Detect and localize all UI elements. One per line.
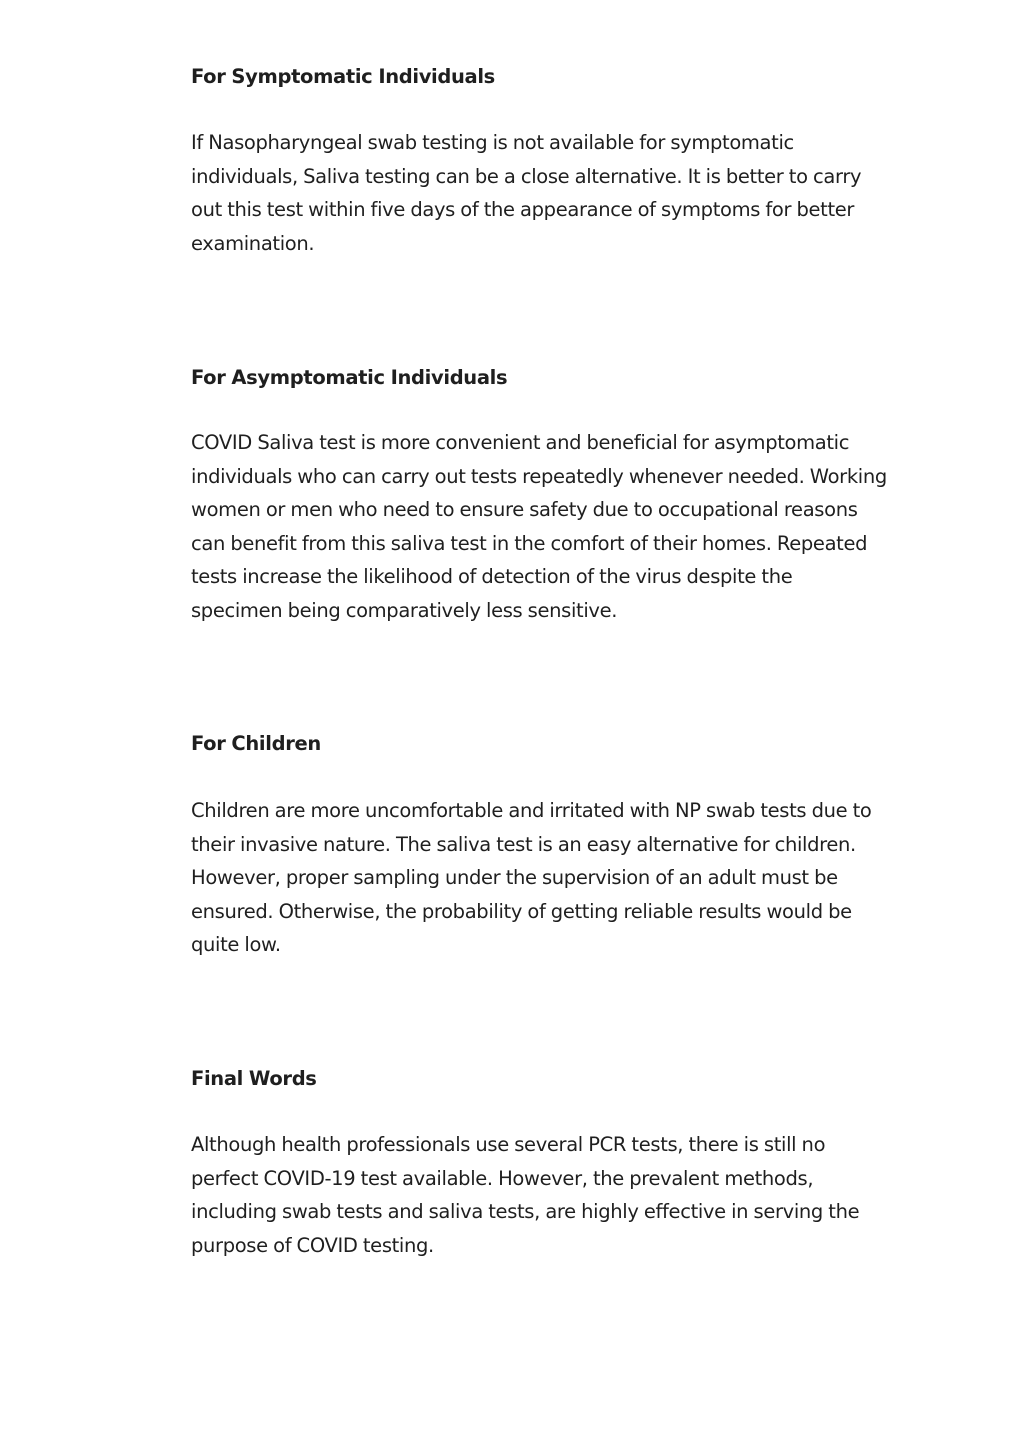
paragraph-line: their invasive nature. The saliva test is an easy alternative for children. [191, 832, 856, 856]
paragraph-line: ensured. Otherwise, the probability of getting reliable results would be [191, 899, 852, 923]
paragraph-line: Although health professionals use several PCR tests, there is still no [191, 1133, 826, 1156]
section-heading-final-words: Final Words [191, 1067, 317, 1090]
section-paragraph-children [191, 794, 871, 962]
paragraph-line: can benefit from this saliva test in the comfort of their homes. Repeated [191, 531, 868, 555]
section-paragraph-final-words [191, 1128, 871, 1262]
section-heading-symptomatic: For Symptomatic Individuals [191, 65, 495, 88]
section-heading-children: For Children [191, 732, 321, 755]
paragraph-line: including swab tests and saliva tests, are highly effective in serving the [191, 1200, 860, 1223]
paragraph-line: purpose of COVID testing. [191, 1233, 434, 1257]
section-heading-asymptomatic: For Asymptomatic Individuals [191, 366, 508, 389]
paragraph-line: individuals, Saliva testing can be a close alternative. It is better to carry [191, 164, 862, 188]
paragraph-line: women or men who need to ensure safety due to occupational reasons [191, 498, 858, 521]
section-paragraph-asymptomatic [191, 426, 887, 627]
paragraph-line: specimen being comparatively less sensitive. [191, 598, 618, 622]
section-paragraph-symptomatic [191, 126, 871, 260]
paragraph-line: If Nasopharyngeal swab testing is not available for symptomatic [191, 131, 794, 154]
paragraph-line: However, proper sampling under the supervision of an adult must be [191, 866, 838, 889]
paragraph-line: Children are more uncomfortable and irritated with NP swab tests due to [191, 799, 872, 822]
paragraph-line: individuals who can carry out tests repeatedly whenever needed. Working [191, 464, 887, 488]
paragraph-line: tests increase the likelihood of detection of the virus despite the [191, 565, 793, 588]
paragraph-line: out this test within five days of the appearance of symptoms for better [191, 198, 855, 221]
paragraph-line: COVID Saliva test is more convenient and beneficial for asymptomatic [191, 431, 850, 454]
paragraph-line: quite low. [191, 933, 281, 956]
paragraph-line: perfect COVID-19 test available. However, the prevalent methods, [191, 1166, 814, 1190]
paragraph-line: examination. [191, 231, 315, 255]
